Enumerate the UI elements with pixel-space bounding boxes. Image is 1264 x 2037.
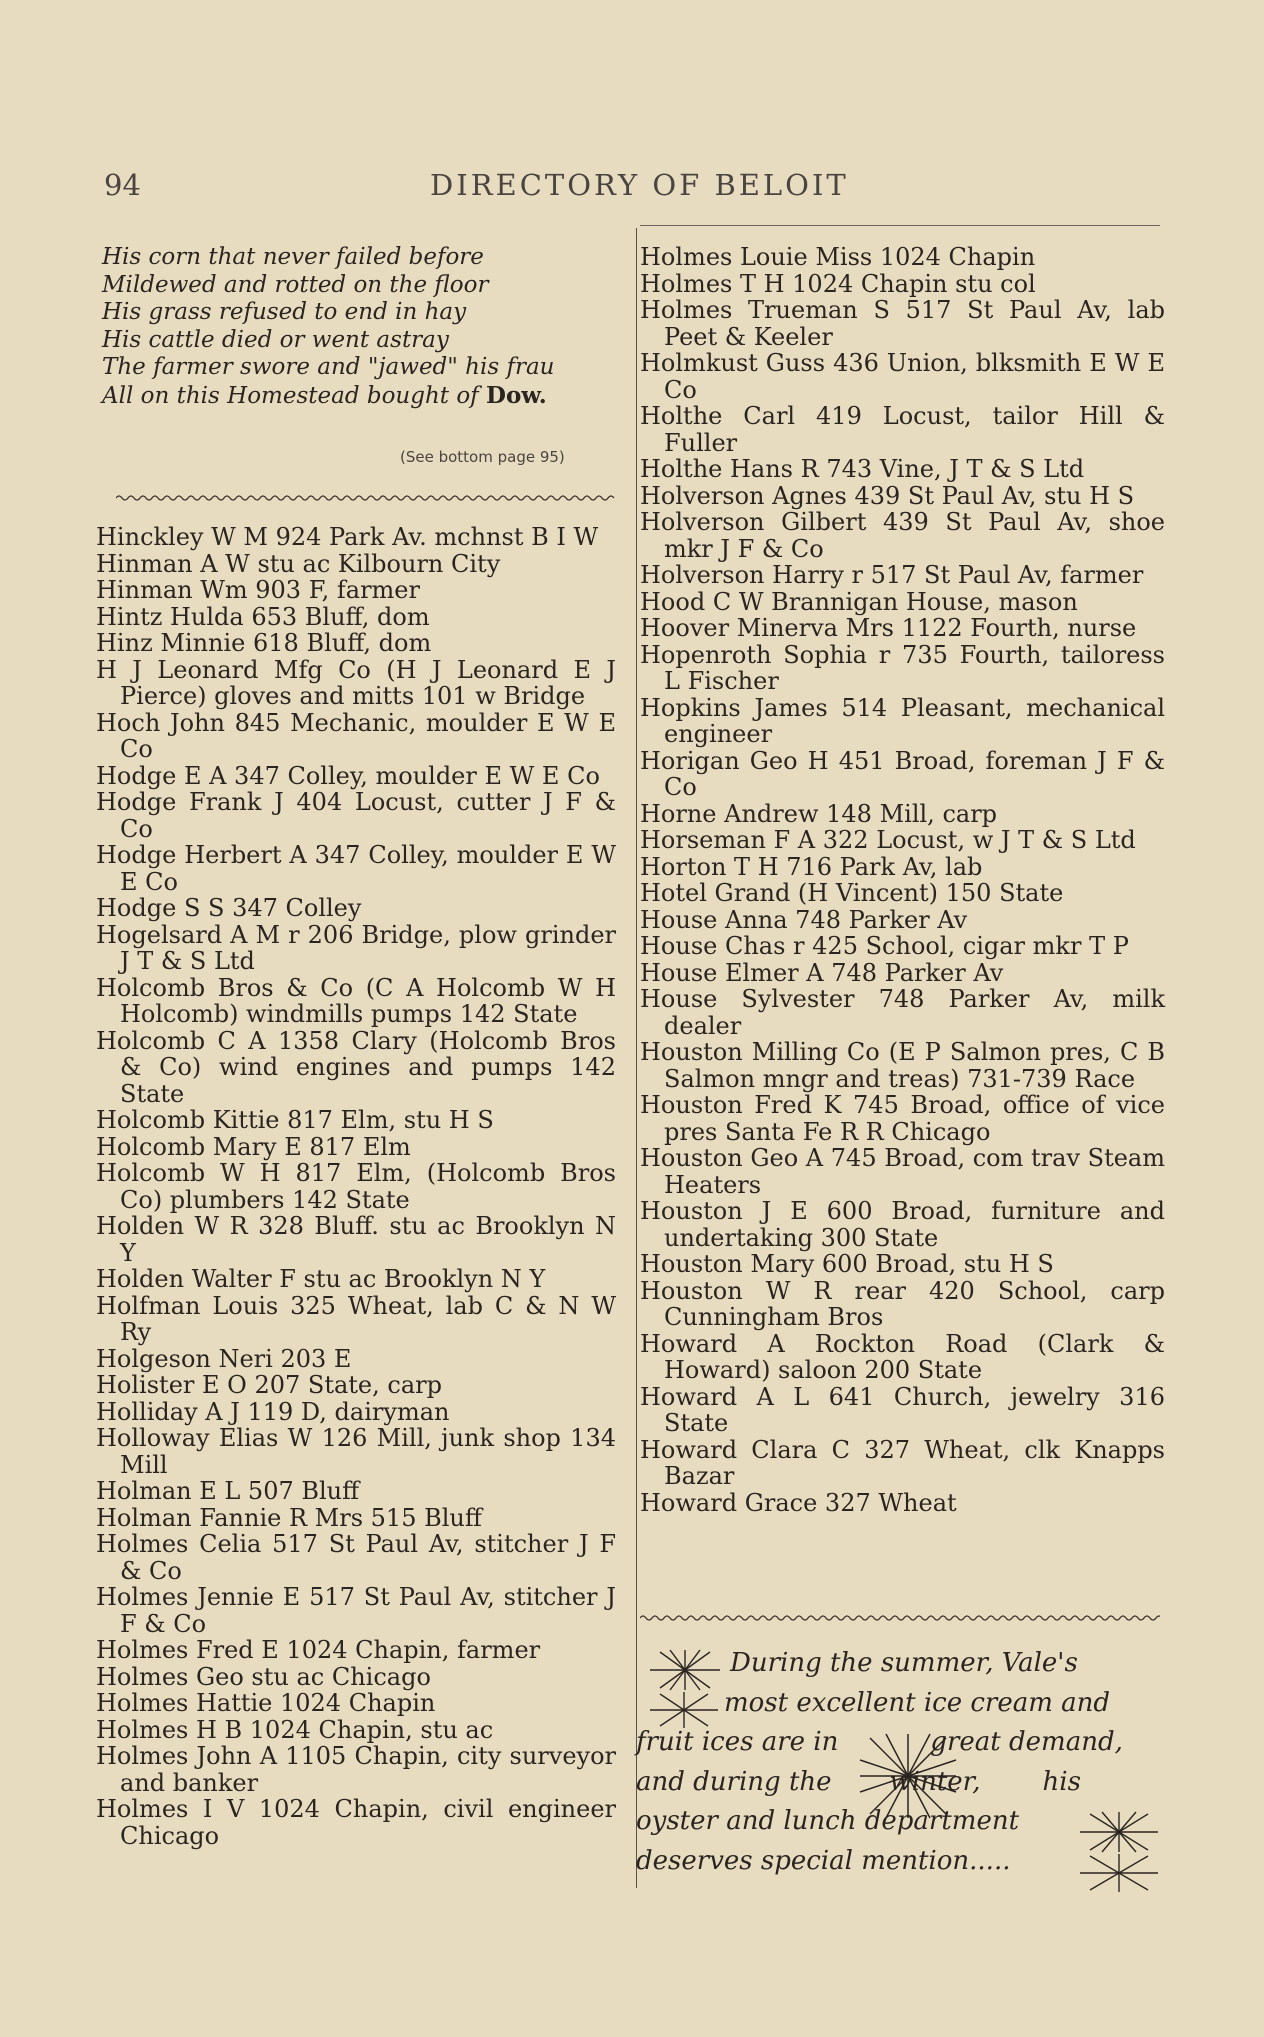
directory-entry: Holmes Celia 517 St Paul Av, stitcher J F & Co [96, 1530, 616, 1585]
directory-entry: Howard A Rockton Road (Clark & Howard) saloon 200 State [640, 1329, 1165, 1384]
directory-entry: Hodge Herbert A 347 Colley, moulder E W E Co [96, 841, 616, 896]
directory-entry: Howard Clara C 327 Wheat, clk Knapps Bazar [640, 1435, 1165, 1490]
directory-entry: Holthe Carl 419 Locust, tailor Hill & Fuller [640, 402, 1165, 457]
right-column [640, 244, 1165, 1516]
directory-entry: Holmes H B 1024 Chapin, stu ac [96, 1715, 494, 1744]
directory-entry: Hinman Wm 903 F, farmer [96, 576, 420, 604]
directory-entry: Howard A L 641 Church, jewelry 316 State [640, 1382, 1165, 1437]
directory-entry: Hinz Minnie 618 Bluff, dom [96, 629, 432, 657]
directory-entry: Holmes John A 1105 Chapin, city surveyor and banker [96, 1742, 616, 1797]
directory-entry: Holcomb Mary E 817 Elm [96, 1132, 411, 1161]
snowflake-ornament-icon [1076, 1852, 1162, 1894]
directory-entry: Holmes Jennie E 517 St Paul Av, stitcher J F & Co [96, 1583, 616, 1638]
directory-entry: Hodge S S 347 Colley [96, 894, 362, 922]
see-note: (See bottom page 95) [400, 448, 565, 466]
directory-entry: Hood C W Brannigan House, mason [640, 587, 1078, 616]
ad-text-segment: deserves special mention..... [636, 1845, 1011, 1876]
directory-entry: Hopkins James 514 Pleasant, mechanical engineer [640, 693, 1165, 748]
directory-entry: Holmes Hattie 1024 Chapin [96, 1689, 436, 1717]
ad-text-segment: oyster and lunch department [636, 1806, 1020, 1836]
ad-text-segment: his [1042, 1766, 1081, 1797]
directory-entry: H J Leonard Mfg Co (H J Leonard E J Pierce) gloves and mitts 101 w Bridge [96, 655, 616, 710]
wavy-rule-right [640, 1613, 1160, 1623]
directory-entry: House Elmer A 748 Parker Av [640, 958, 1004, 987]
directory-entry: Houston W R rear 420 School, carp Cunningham Bros [640, 1276, 1165, 1331]
directory-entry: Houston Milling Co (E P Salmon pres, C B Salmon mngr and treas) 731-739 Race [640, 1038, 1165, 1093]
directory-entry: Holverson Agnes 439 St Paul Av, stu H S [640, 481, 1135, 510]
ad-text-segment: winter, [889, 1766, 981, 1797]
directory-entry: Horton T H 716 Park Av, lab [640, 852, 983, 881]
poem-line: His corn that never failed before [102, 244, 484, 270]
directory-entry: Holcomb Kittie 817 Elm, stu H S [96, 1106, 494, 1134]
ad-text-segment: fruit ices are in [636, 1727, 839, 1757]
column-divider [636, 228, 637, 1888]
poem-line: The farmer swore and "jawed" his frau [102, 354, 555, 380]
directory-entry: Holden W R 328 Bluff. stu ac Brooklyn N Y [96, 1212, 616, 1267]
directory-entry: Hoch John 845 Mechanic, moulder E W E Co [96, 708, 616, 763]
directory-entry: Holister E O 207 State, carp [96, 1371, 442, 1399]
directory-entry: House Sylvester 748 Parker Av, milk dealer [640, 985, 1165, 1040]
directory-entry: Hodge Frank J 404 Locust, cutter J F & Co [96, 788, 616, 843]
directory-entry: Holthe Hans R 743 Vine, J T & S Ltd [640, 455, 1085, 483]
directory-entry: Horne Andrew 148 Mill, carp [640, 799, 998, 828]
ad-text-segment: great demand, [930, 1727, 1123, 1757]
page-heading: DIRECTORY OF BELOIT [430, 168, 849, 202]
directory-entry: Holmkust Guss 436 Union, blksmith E W E Co [640, 349, 1165, 404]
directory-entry: Hodge E A 347 Colley, moulder E W E Co [96, 761, 600, 790]
directory-entry: Holverson Harry r 517 St Paul Av, farmer [640, 561, 1144, 589]
directory-entry: Hinckley W M 924 Park Av. mchnst B I W [96, 523, 599, 551]
directory-entry: Hopenroth Sophia r 735 Fourth, tailoress L Fischer [640, 640, 1165, 695]
directory-entry: Holcomb Bros & Co (C A Holcomb W H Holcomb) windmills pumps 142 State [96, 973, 616, 1028]
directory-entry: Horigan Geo H 451 Broad, foreman J F & Co [640, 746, 1165, 801]
snowflake-ornament-icon [646, 1648, 724, 1692]
directory-entry: Houston Fred K 745 Broad, office of vice pres Santa Fe R R Chicago [640, 1091, 1165, 1146]
dow-name: Dow. [486, 381, 547, 409]
dow-advertisement-poem [100, 244, 620, 410]
ad-text-segment: During the summer, Vale's [730, 1648, 1078, 1678]
directory-entry: Houston J E 600 Broad, furniture and undertaking 300 State [640, 1197, 1165, 1252]
directory-entry: Howard Grace 327 Wheat [640, 1488, 957, 1517]
directory-entry: Horseman F A 322 Locust, w J T & S Ltd [640, 826, 1136, 854]
directory-entry: Holliday A J 119 D, dairyman [96, 1397, 450, 1426]
wavy-rule-left [116, 493, 616, 503]
directory-entry: Hogelsard A M r 206 Bridge, plow grinder J T & S Ltd [96, 920, 616, 975]
page-number: 94 [104, 168, 141, 202]
directory-entry: Holmes Geo stu ac Chicago [96, 1662, 431, 1691]
directory-entry: House Chas r 425 School, cigar mkr T P [640, 932, 1129, 960]
directory-entry: Holloway Elias W 126 Mill, junk shop 134 Mill [96, 1424, 616, 1479]
directory-entry: Holverson Gilbert 439 St Paul Av, shoe mkr J F & Co [640, 508, 1165, 563]
directory-entry: Holfman Louis 325 Wheat, lab C & N W Ry [96, 1291, 616, 1346]
poem-line: His grass refused to end in hay [102, 299, 467, 325]
directory-entry: Holmes Trueman S 517 St Paul Av, lab Peet & Keeler [640, 296, 1165, 351]
directory-entry: Houston Mary 600 Broad, stu H S [640, 1250, 1054, 1278]
directory-entry: Hotel Grand (H Vincent) 150 State [640, 879, 1064, 907]
directory-entry: Holmes I V 1024 Chapin, civil engineer Chicago [96, 1795, 616, 1850]
snowflake-ornament-icon [1076, 1810, 1162, 1854]
directory-entry: Holmes Louie Miss 1024 Chapin [640, 243, 1036, 271]
directory-entry: Holcomb C A 1358 Clary (Holcomb Bros & Co) wind engines and pumps 142 State [96, 1026, 616, 1108]
directory-entry: Holden Walter F stu ac Brooklyn N Y [96, 1265, 546, 1293]
directory-entry: Holman Fannie R Mrs 515 Bluff [96, 1503, 482, 1532]
directory-entry: Holmes Fred E 1024 Chapin, farmer [96, 1636, 541, 1664]
poem-line-text: All on this Homestead bought of [102, 382, 479, 409]
directory-entry: Holmes T H 1024 Chapin stu col [640, 269, 1036, 298]
left-column [96, 524, 616, 1849]
directory-entry: Holman E L 507 Bluff [96, 1477, 360, 1505]
directory-entry: Hinman A W stu ac Kilbourn City [96, 549, 501, 578]
snowflake-ornament-icon [646, 1690, 722, 1730]
snowflake-ornament-icon [856, 1732, 960, 1820]
directory-entry: Houston Geo A 745 Broad, com trav Steam Heaters [640, 1144, 1165, 1199]
ad-text-segment: and during the [636, 1766, 832, 1797]
header-rule [640, 225, 1160, 226]
directory-entry: Hoover Minerva Mrs 1122 Fourth, nurse [640, 614, 1137, 642]
poem-line: His cattle died or went astray [102, 326, 449, 353]
poem-line: Mildewed and rotted on the floor [102, 271, 489, 298]
poem-line [102, 382, 620, 411]
directory-entry: Holcomb W H 817 Elm, (Holcomb Bros Co) plumbers 142 State [96, 1159, 616, 1214]
directory-entry: House Anna 748 Parker Av [640, 905, 968, 934]
ad-text-segment: most excellent ice cream and [724, 1687, 1111, 1718]
directory-entry: Holgeson Neri 203 E [96, 1344, 352, 1373]
directory-entry: Hintz Hulda 653 Bluff, dom [96, 602, 430, 631]
